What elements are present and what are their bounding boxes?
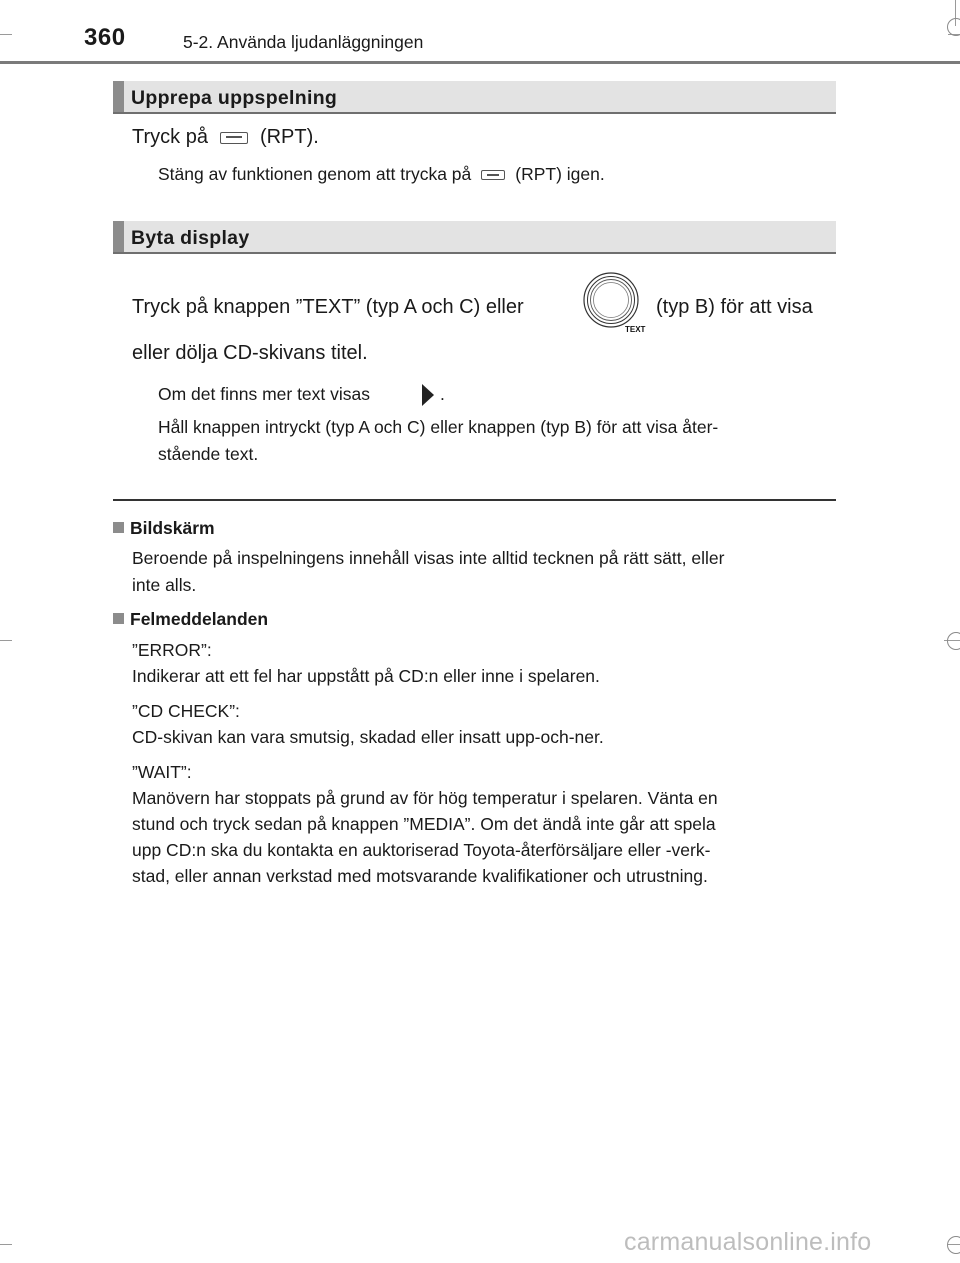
note-heading-screen (113, 518, 215, 539)
watermark: carmanualsonline.info (624, 1228, 872, 1256)
more-text-arrow-icon (420, 383, 436, 407)
registration-mark-mid-right-icon (947, 632, 960, 650)
repeat-note-suffix: (RPT) igen. (515, 164, 605, 184)
knob-label: TEXT (625, 325, 646, 333)
chapter-title: 5-2. Använda ljudanläggningen (183, 32, 424, 52)
bullet-square-icon (113, 613, 124, 624)
wait-line3: upp CD:n ska du kontakta en auktoriserad Toyota-återförsäljare eller -verk- (132, 840, 711, 860)
display-step-line1-start: Tryck på knappen ”TEXT” (typ A och C) eller (132, 296, 524, 318)
crop-mark-top-left (0, 34, 12, 35)
note-title-errors: Felmeddelanden (130, 609, 269, 629)
display-note2-line1: Håll knappen intryckt (typ A och C) eller knappen (typ B) för att visa åter- (158, 417, 719, 437)
repeat-note-text: Stäng av funktionen genom att trycka på (158, 164, 472, 184)
text-knob-icon (579, 271, 649, 333)
section-header-repeat (113, 81, 836, 114)
display-step-line2: eller dölja CD-skivans titel. (132, 342, 368, 364)
repeat-step-suffix: (RPT). (259, 126, 319, 148)
note-screen-line2: inte alls. (132, 575, 197, 595)
cdcheck-label: ”CD CHECK”: (132, 701, 240, 721)
section-accent (113, 81, 124, 112)
section-title-display: Byta display (131, 227, 250, 249)
notes-divider (113, 499, 836, 501)
rpt-button-icon (220, 132, 248, 144)
registration-mark-bottom-right-icon (947, 1236, 960, 1254)
error-label: ”ERROR”: (132, 640, 212, 660)
crop-mark-mid-left (0, 640, 12, 641)
wait-line2: stund och tryck sedan på knappen ”MEDIA”. Om det ändå inte går att spela (132, 814, 716, 834)
rpt-button-icon (481, 170, 505, 180)
cdcheck-description: CD-skivan kan vara smutsig, skadad eller insatt upp-och-ner. (132, 727, 604, 747)
note-title-screen: Bildskärm (130, 518, 215, 538)
error-description: Indikerar att ett fel har uppstått på CD:n eller inne i spelaren. (132, 666, 600, 686)
repeat-step-text: Tryck på (132, 126, 208, 148)
display-step-line1-end: (typ B) för att visa (656, 296, 813, 318)
wait-line4: stad, eller annan verkstad med motsvarande kvalifikationer och utrustning. (132, 866, 708, 886)
display-note2-line2: stående text. (158, 444, 259, 464)
bullet-square-icon (113, 522, 124, 533)
crop-mark-bottom-left (0, 1244, 12, 1245)
wait-line1: Manövern har stoppats på grund av för hög temperatur i spelaren. Vänta en (132, 788, 718, 808)
page-number: 360 (84, 24, 126, 51)
header-rule (0, 61, 960, 64)
display-note1-end: . (440, 384, 445, 404)
repeat-step (132, 125, 319, 149)
section-header-display (113, 221, 836, 254)
note-heading-errors (113, 609, 268, 630)
note-screen-line1: Beroende på inspelningens innehåll visas inte alltid tecknen på rätt sätt, eller (132, 548, 725, 568)
display-note1-start: Om det finns mer text visas (158, 384, 371, 404)
registration-mark-top-right-icon (947, 18, 960, 36)
section-title-repeat: Upprepa uppspelning (131, 87, 338, 109)
repeat-note (158, 162, 605, 186)
wait-label: ”WAIT”: (132, 762, 192, 782)
section-accent (113, 221, 124, 252)
